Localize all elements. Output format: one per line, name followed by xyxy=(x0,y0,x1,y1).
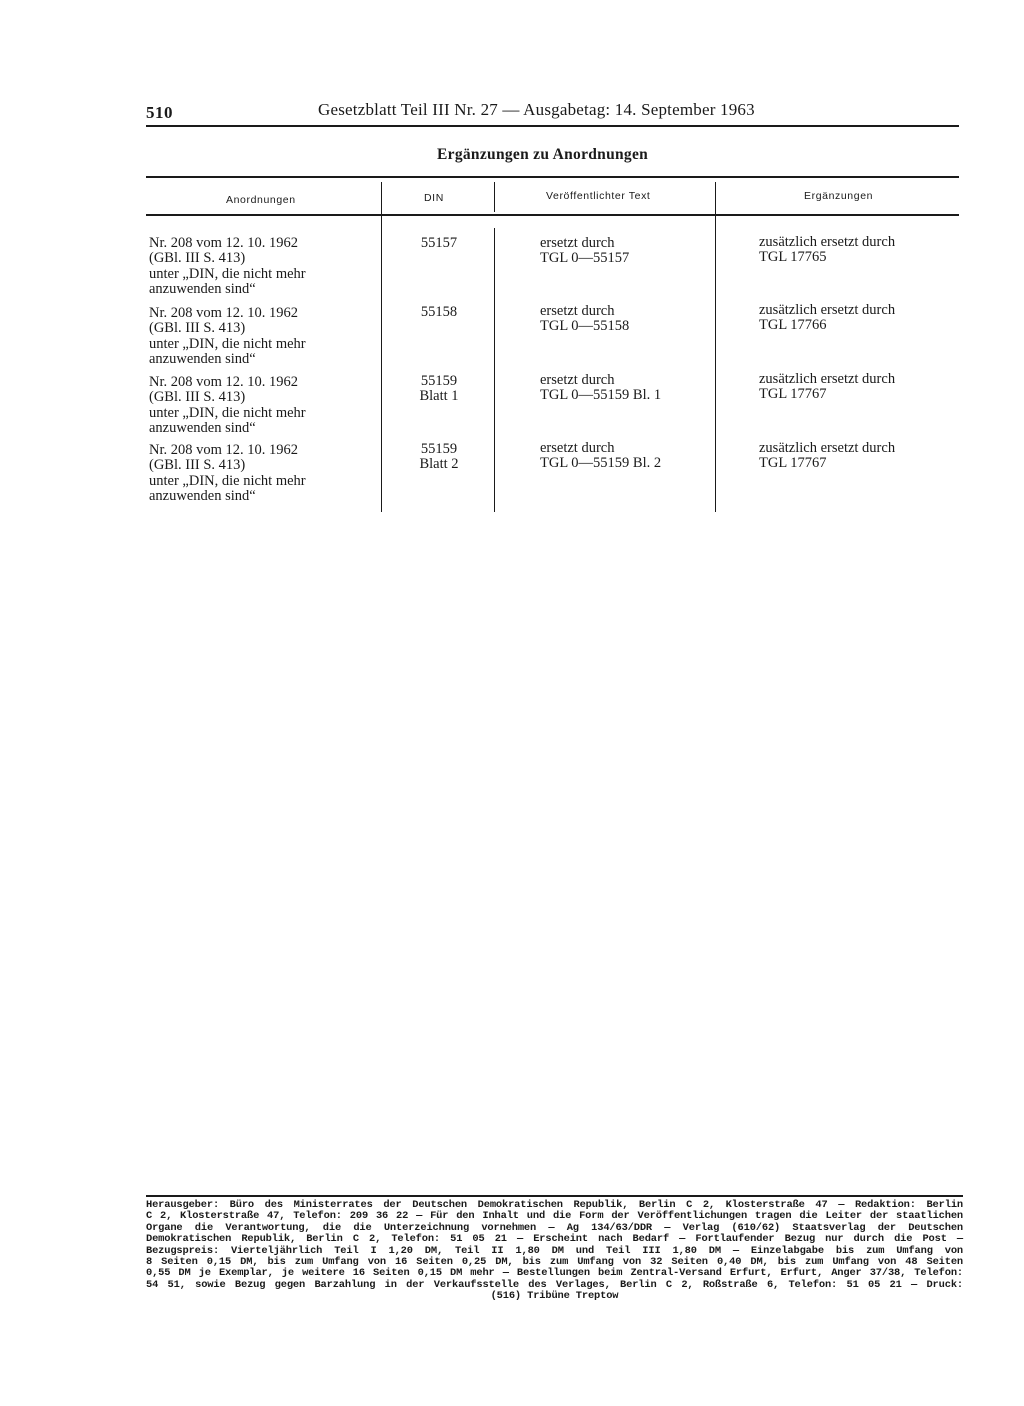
column-divider xyxy=(494,182,495,212)
column-divider xyxy=(381,182,382,512)
cell-line: Blatt 1 xyxy=(419,388,459,405)
cell-line: anzuwenden sind“ xyxy=(149,351,256,368)
cell-line: Nr. 208 vom 12. 10. 1962 xyxy=(149,374,299,390)
cell-line: zusätzlich ersetzt durch xyxy=(759,371,896,387)
cell-line: TGL 17767 xyxy=(759,455,827,472)
cell-line: TGL 0—55158 xyxy=(540,318,630,335)
cell-line: ersetzt durch xyxy=(540,303,615,319)
cell-line: Blatt 2 xyxy=(419,456,459,473)
running-head: Gesetzblatt Teil III Nr. 27 — Ausgabetag: 14. September 1963 xyxy=(318,100,755,119)
cell-ergaenzung xyxy=(759,441,895,472)
cell-line: unter „DIN, die nicht mehr xyxy=(149,335,306,352)
cell-text xyxy=(540,304,629,335)
header-rule xyxy=(146,125,959,127)
table-header-rule xyxy=(146,214,959,216)
page-number: 510 xyxy=(146,103,173,122)
cell-text xyxy=(540,236,629,267)
column-header-anordnungen: Anordnungen xyxy=(226,194,296,206)
cell-anordnung xyxy=(149,236,306,298)
imprint-line: Organe die Verantwortung, die die Unterzeichnung vornehmen — Ag 134/63/DDR — Verlag (610/62) Staatsverlag der Deutschen xyxy=(146,1221,963,1234)
column-divider xyxy=(715,182,716,512)
cell-line: anzuwenden sind“ xyxy=(149,488,256,505)
cell-line: Nr. 208 vom 12. 10. 1962 xyxy=(149,305,299,321)
imprint-line: (516) Tribüne Treptow xyxy=(490,1290,619,1303)
cell-anordnung xyxy=(149,306,306,368)
imprint-line: Demokratischen Republik, Berlin C 2, Telefon: 51 05 21 — Erscheint nach Bedarf — Fortlaufender Bezug nur durch die Post — xyxy=(146,1233,963,1246)
imprint-line: 0,55 DM je Exemplar, je weitere 16 Seiten 0,15 DM mehr — Bestellungen beim Zentral-Versand Erfurt, Erfurt, Anger 37/38, Telefon: xyxy=(146,1267,963,1280)
cell-line: 55157 xyxy=(420,235,458,251)
cell-line: TGL 17766 xyxy=(759,317,827,334)
cell-line: TGL 17765 xyxy=(759,249,827,266)
cell-line: TGL 17767 xyxy=(759,386,827,403)
cell-line: unter „DIN, die nicht mehr xyxy=(149,265,306,282)
cell-line: (GBl. III S. 413) xyxy=(149,320,246,337)
column-divider xyxy=(494,228,495,512)
cell-line: zusätzlich ersetzt durch xyxy=(759,440,896,456)
cell-line: (GBl. III S. 413) xyxy=(149,250,246,267)
column-header-ergaenzungen: Ergänzungen xyxy=(804,190,874,202)
cell-line: 55159 xyxy=(420,441,458,457)
cell-line: zusätzlich ersetzt durch xyxy=(759,234,896,250)
cell-line: TGL 0—55157 xyxy=(540,250,630,267)
cell-line: anzuwenden sind“ xyxy=(149,281,256,298)
cell-line: anzuwenden sind“ xyxy=(149,420,256,437)
column-header-din: DIN xyxy=(424,192,444,204)
cell-line: TGL 0—55159 Bl. 1 xyxy=(540,387,662,404)
cell-ergaenzung xyxy=(759,235,895,266)
imprint-line: Bezugspreis: Vierteljährlich Teil I 1,20 DM, Teil II 1,80 DM und Teil III 1,80 DM — Einzelabgabe bis zum Umfang von xyxy=(146,1244,963,1257)
cell-din xyxy=(394,374,484,405)
cell-line: Nr. 208 vom 12. 10. 1962 xyxy=(149,235,299,251)
cell-text xyxy=(540,441,661,472)
column-header-text: Veröffentlichter Text xyxy=(546,190,651,202)
cell-line: unter „DIN, die nicht mehr xyxy=(149,404,306,421)
cell-anordnung xyxy=(149,375,306,437)
cell-line: (GBl. III S. 413) xyxy=(149,389,246,406)
imprint-rule xyxy=(146,1195,963,1197)
cell-din xyxy=(394,236,484,251)
cell-line: TGL 0—55159 Bl. 2 xyxy=(540,455,662,472)
cell-ergaenzung xyxy=(759,303,895,334)
cell-line: Nr. 208 vom 12. 10. 1962 xyxy=(149,442,299,458)
cell-line: ersetzt durch xyxy=(540,235,615,251)
cell-text xyxy=(540,373,661,404)
table-top-rule xyxy=(146,176,959,178)
cell-line: unter „DIN, die nicht mehr xyxy=(149,472,306,489)
cell-din xyxy=(394,442,484,473)
cell-line: zusätzlich ersetzt durch xyxy=(759,302,896,318)
supplements-table xyxy=(146,176,959,514)
imprint-text xyxy=(146,1200,963,1303)
cell-line: (GBl. III S. 413) xyxy=(149,457,246,474)
cell-line: 55159 xyxy=(420,373,458,389)
imprint-line: 8 Seiten 0,15 DM, bis zum Umfang von 16 Seiten 0,25 DM, bis zum Umfang von 32 Seiten 0,40 DM, bis zum Umfang von 48 Seiten xyxy=(146,1256,963,1269)
imprint-line: C 2, Klosterstraße 47, Telefon: 209 36 22 — Für den Inhalt und die Form der Veröffentlichungen tragen die Leiter der staatlichen xyxy=(146,1210,963,1223)
imprint-line: 54 51, sowie Bezug gegen Barzahlung in der Verkaufsstelle des Verlages, Berlin C 2, Roßstraße 6, Telefon: 51 05 21 — Druck: xyxy=(146,1278,963,1291)
imprint xyxy=(146,1195,963,1303)
cell-anordnung xyxy=(149,443,306,505)
section-title: Ergänzungen zu Anordnungen xyxy=(437,146,649,163)
cell-ergaenzung xyxy=(759,372,895,403)
cell-line: ersetzt durch xyxy=(540,440,615,456)
cell-line: 55158 xyxy=(420,304,458,320)
cell-line: ersetzt durch xyxy=(540,372,615,388)
cell-din xyxy=(394,305,484,320)
imprint-line: Herausgeber: Büro des Ministerrates der Deutschen Demokratischen Republik, Berlin C 2, Klosterstraße 47 — Redaktion: Berlin xyxy=(146,1199,963,1211)
